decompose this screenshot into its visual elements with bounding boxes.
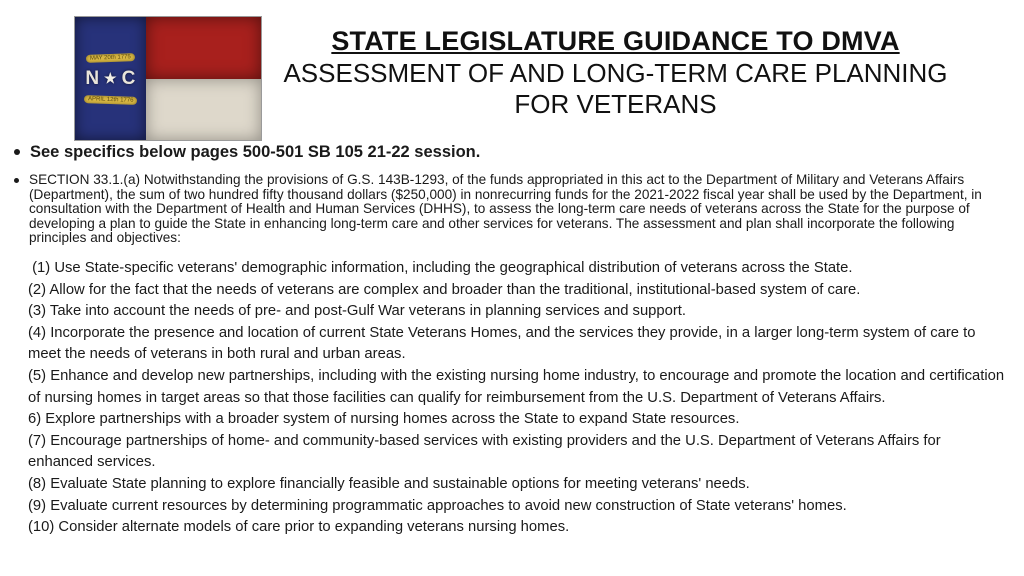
objective-item-10: (10) Consider alternate models of care prior to expanding veterans nursing homes. — [28, 519, 570, 536]
flag-letters — [85, 68, 135, 90]
objective-item-7: (7) Encourage partnerships of home- and community-based services with existing providers and the U.S. Department of Veterans Affairs for enhanced services. — [28, 432, 945, 471]
objective-item-3: (3) Take into account the needs of pre- and post-Gulf War veterans in planning services and support. — [28, 303, 687, 320]
slide-title-line3: FOR VETERANS — [514, 89, 717, 119]
objectives-list — [28, 258, 1008, 539]
bullet-dot — [14, 178, 19, 183]
objective-item-8: (8) Evaluate State planning to explore financially feasible and sustainable options for meeting veterans' needs. — [28, 475, 750, 492]
objective-item-1: (1) Use State-specific veterans' demographic information, including the geographical distribution of veterans across the State. — [28, 260, 853, 276]
bullet-see-specifics — [14, 142, 1012, 163]
flag-top-scroll: MAY 20th 1775 — [86, 53, 135, 63]
objective-item-4: (4) Incorporate the presence and location of current State Veterans Homes, and the services they provide, in a larger long-term system of care to meet the needs of veterans in both rural and urban areas. — [28, 324, 980, 363]
nc-flag-blue-band — [75, 17, 146, 140]
objective-item-2: (2) Allow for the fact that the needs of veterans are complex and broader than the traditional, institutional-based system of care. — [28, 281, 861, 298]
section-paragraph-text: SECTION 33.1.(a) Notwithstanding the provisions of G.S. 143B-1293, of the funds appropriated in this act to the Department of Military and Veterans Affairs (Department), the sum of two hundred fifty thousand dollars ($250,000) in nonrecurring funds for the 2021-2022 fiscal year shall be used by the Department, in consultation with the Department of Health and Human Services (DHHS), to assess the long-term care needs of veterans across the State for the purpose of developing a plan to guide the State in enhancing long-term care and other services for veterans. The assessment and plan shall incorporate the following principles and objectives: — [29, 172, 982, 246]
objective-item-9: (9) Evaluate current resources by determining programmatic approaches to avoid new construction of State veterans' homes. — [28, 497, 847, 514]
bullet-see-specifics-text: See specifics below pages 500-501 SB 105 21-22 session. — [30, 143, 481, 161]
flag-letter-n: N — [85, 67, 100, 89]
objective-item-6: 6) Explore partnerships with a broader system of nursing homes across the State to expand State resources. — [28, 411, 740, 428]
flag-letter-c: C — [121, 67, 136, 89]
bullet-dot — [14, 149, 20, 155]
flag-bottom-scroll: APRIL 12th 1776 — [83, 95, 137, 105]
slide-title-line1: STATE LEGISLATURE GUIDANCE TO DMVA — [331, 26, 900, 56]
slide-title-line2: ASSESSMENT OF AND LONG-TERM CARE PLANNING — [283, 58, 948, 88]
bullet-section-paragraph — [14, 173, 1012, 246]
slide-title-block — [215, 24, 1016, 120]
star-icon: ★ — [104, 70, 117, 86]
objective-item-5: (5) Enhance and develop new partnerships, including with the existing nursing home industry, to encourage and promote the location and certification of nursing homes in target areas so that those facilities can qualify for reimbursement from the U.S. Department of Veterans Affairs. — [28, 367, 1009, 406]
